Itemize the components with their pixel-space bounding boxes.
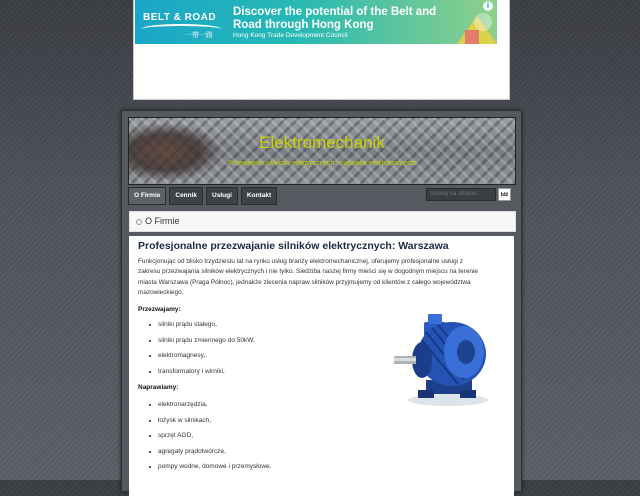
site-tagline: Przewijanie silników elektrycznych i naprawa elektronarzędzi [227, 160, 417, 167]
nav-item-o-firmie[interactable]: O Firmie [128, 187, 166, 205]
ad-frame [133, 0, 510, 100]
intro-paragraph: Funkcjonując od blisko trzydziestu lat na rynku usług branży elektromechanicznej, oferujemy profesjonalne usługi z zakresu przezwajania silników elektrycznych i nie tylko. Siedziba naszej firmy mieści się w dogodnym miejscu na terenie miasta Warszawa (Praga Północ), jednakże zlecenia napraw silników przyjmujemy od klientów z całego województwa mazowieckiego. [138, 258, 478, 297]
ad-logo-cn: 一帶一路 [185, 32, 213, 39]
nav-item-kontakt[interactable]: Kontakt [241, 187, 277, 205]
nav-item-uslugi[interactable]: Usługi [206, 187, 238, 205]
ad-sponsor: Hong Kong Trade Development Council [233, 32, 348, 39]
list-item: agregaty prądotwórcze, [149, 448, 271, 464]
section-label-przezwajamy: Przezwajamy: [138, 306, 181, 313]
belt-road-logo [141, 6, 225, 38]
site-title[interactable]: Elektromechanik [259, 133, 385, 152]
list-item: łożysk w silnikach, [149, 417, 271, 433]
breadcrumb [129, 211, 516, 232]
list-item: elektromagnesy,. [149, 352, 255, 368]
electric-motor-image [388, 304, 498, 412]
search-input[interactable] [426, 188, 496, 201]
list-item: sprzęt AGD, [149, 432, 271, 448]
ad-decoration-icon [437, 10, 497, 44]
main-nav [128, 187, 514, 205]
site-header [128, 117, 516, 185]
search-button[interactable]: Idź [498, 188, 511, 201]
breadcrumb-label: O Firmie [145, 216, 180, 226]
ad-logo-text: BELT & ROAD [143, 12, 217, 23]
breadcrumb-bullet-icon [136, 219, 142, 225]
list-item: silniki prądu stałego, [149, 321, 255, 337]
ad-headline[interactable]: Discover the potential of the Belt and Road through Hong Kong [233, 6, 437, 31]
ad-banner[interactable] [135, 0, 497, 44]
list-naprawiamy [149, 401, 271, 479]
page-title: Profesjonalne przezwajanie silników elektrycznych: Warszawa [138, 240, 449, 252]
list-item: pompy wodne, domowe i przemysłowe. [149, 463, 271, 479]
section-label-naprawiamy: Naprawiamy: [138, 384, 179, 391]
nav-item-cennik[interactable]: Cennik [169, 187, 203, 205]
list-item: silniki prądu zmiennego do 50kW, [149, 337, 255, 353]
site-container [121, 110, 522, 492]
list-item: transformatory i wirniki, [149, 368, 255, 384]
ad-info-icon[interactable]: i [483, 1, 493, 11]
list-przezwajamy [149, 321, 255, 383]
list-item: elektronarzędzia, [149, 401, 271, 417]
main-content [129, 236, 514, 496]
